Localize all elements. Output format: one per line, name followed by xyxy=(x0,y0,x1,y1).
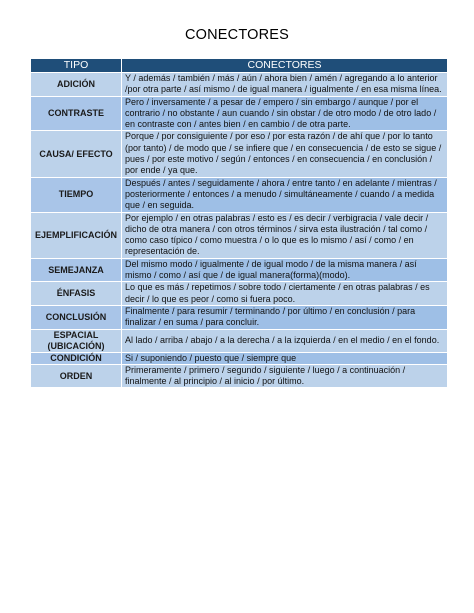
row-conectores: Por ejemplo / en otras palabras / esto es / es decir / verbigracia / vale decir / dicho de otra manera / con otros términos / sirva esta ilustración / tal como / como caso típico / como muestra / o lo que es lo mismo / así / como / en representación de. xyxy=(122,212,448,258)
table-row xyxy=(31,364,448,388)
table-row xyxy=(31,212,448,258)
row-tipo: SEMEJANZA xyxy=(31,258,122,282)
row-tipo: ESPACIAL (UBICACIÓN) xyxy=(31,329,122,352)
row-tipo: CONCLUSIÓN xyxy=(31,305,122,329)
table-row xyxy=(31,258,448,282)
table-row xyxy=(31,329,448,352)
row-tipo: CONDICIÓN xyxy=(31,352,122,364)
table-row xyxy=(31,305,448,329)
row-conectores: Después / antes / seguidamente / ahora / entre tanto / en adelante / mientras / posteriormente / entonces / a menudo / simultáneamente / cuando / a medida que / en seguida. xyxy=(122,177,448,212)
row-conectores: Porque / por consiguiente / por eso / por esta razón / de ahí que / por lo tanto (por tanto) / de modo que / se infiere que / en consecuencia / de esto se sigue / pues / por este motivo / según / entonces / en consecuencia / en conclusión / por ende / ya que. xyxy=(122,131,448,177)
header-tipo: TIPO xyxy=(31,59,122,73)
table-row xyxy=(31,131,448,177)
table-header-row xyxy=(31,59,448,73)
row-conectores: Del mismo modo / igualmente / de igual modo / de la misma manera / así mismo / como / así que / de igual manera(forma)(modo). xyxy=(122,258,448,282)
row-conectores: Primeramente / primero / segundo / siguiente / luego / a continuación / finalmente / al principio / al inicio / por último. xyxy=(122,364,448,388)
row-conectores: Finalmente / para resumir / terminando / por último / en conclusión / para finalizar / en suma / para concluir. xyxy=(122,305,448,329)
row-conectores: Pero / inversamente / a pesar de / empero / sin embargo / aunque / por el contrario / no obstante / aun cuando / sin obstar / de otro modo / de otro lado / en contraste con / antes bien / en cambio / de otra parte. xyxy=(122,96,448,131)
table-row xyxy=(31,177,448,212)
row-tipo: ÉNFASIS xyxy=(31,282,122,306)
row-conectores: Lo que es más / repetimos / sobre todo / ciertamente / en otras palabras / es decir / lo que es peor / como si fuera poco. xyxy=(122,282,448,306)
row-conectores: Y / además / también / más / aún / ahora bien / amén / agregando a lo anterior /por otra parte / así mismo / de igual manera / igualmente / en esa misma línea. xyxy=(122,73,448,97)
row-conectores: Al lado / arriba / abajo / a la derecha / a la izquierda / en el medio / en el fondo. xyxy=(122,329,448,352)
row-tipo: EJEMPLIFICACIÓN xyxy=(31,212,122,258)
table-row xyxy=(31,352,448,364)
row-tipo: ADICIÓN xyxy=(31,73,122,97)
table-row xyxy=(31,96,448,131)
row-tipo: ORDEN xyxy=(31,364,122,388)
row-tipo: CONTRASTE xyxy=(31,96,122,131)
table-row xyxy=(31,73,448,97)
row-tipo: CAUSA/ EFECTO xyxy=(31,131,122,177)
connectors-table xyxy=(30,58,448,388)
row-conectores: Si / suponiendo / puesto que / siempre que xyxy=(122,352,448,364)
row-tipo: TIEMPO xyxy=(31,177,122,212)
page-title: CONECTORES xyxy=(184,27,290,43)
table-row xyxy=(31,282,448,306)
header-conectores: CONECTORES xyxy=(122,59,448,73)
